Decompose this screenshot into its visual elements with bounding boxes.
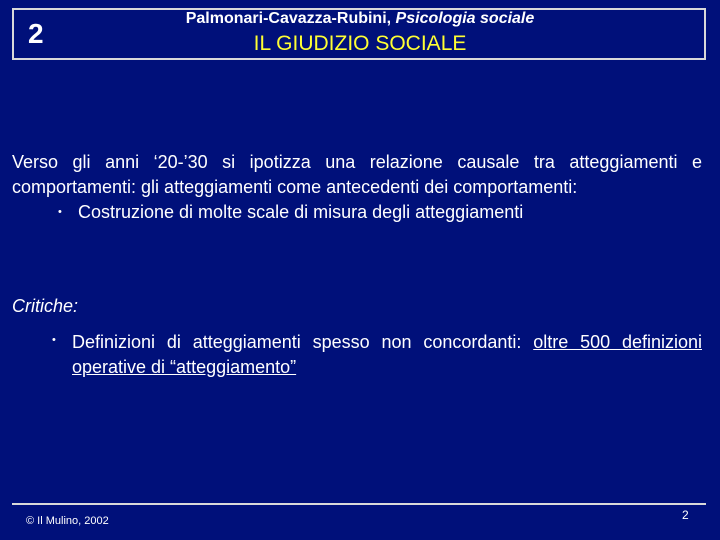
critiche-underlined-text: oltre 500 definizioni operative di “atteggiamento” <box>72 332 702 377</box>
page-number: 2 <box>682 508 689 522</box>
critiche-item <box>72 330 702 380</box>
subtitle-authors: Palmonari-Cavazza-Rubini, <box>185 10 396 27</box>
subtitle-book: Psicologia sociale <box>395 10 535 27</box>
slide-number-badge: 2 <box>28 18 44 49</box>
copyright-text: © Il Mulino, 2002 <box>26 515 109 527</box>
main-content <box>12 150 702 225</box>
page-title: IL GIUDIZIO SOCIALE <box>253 32 467 55</box>
bullet-icon: • <box>58 206 62 218</box>
list-item <box>12 200 702 225</box>
critiche-text: Definizioni di atteggiamenti spesso non concordanti: <box>72 332 534 352</box>
list-item-text: Costruzione di molte scale di misura degli atteggiamenti <box>78 202 524 222</box>
bullet-icon: • <box>52 334 56 346</box>
critiche-heading: Critiche: <box>12 296 79 316</box>
header-subtitle <box>95 10 625 28</box>
intro-paragraph: Verso gli anni ‘20-’30 si ipotizza una relazione causale tra atteggiamenti e comportamenti: gli atteggiamenti come antecedenti dei comportamenti: <box>12 152 702 197</box>
footer-divider <box>12 503 706 505</box>
